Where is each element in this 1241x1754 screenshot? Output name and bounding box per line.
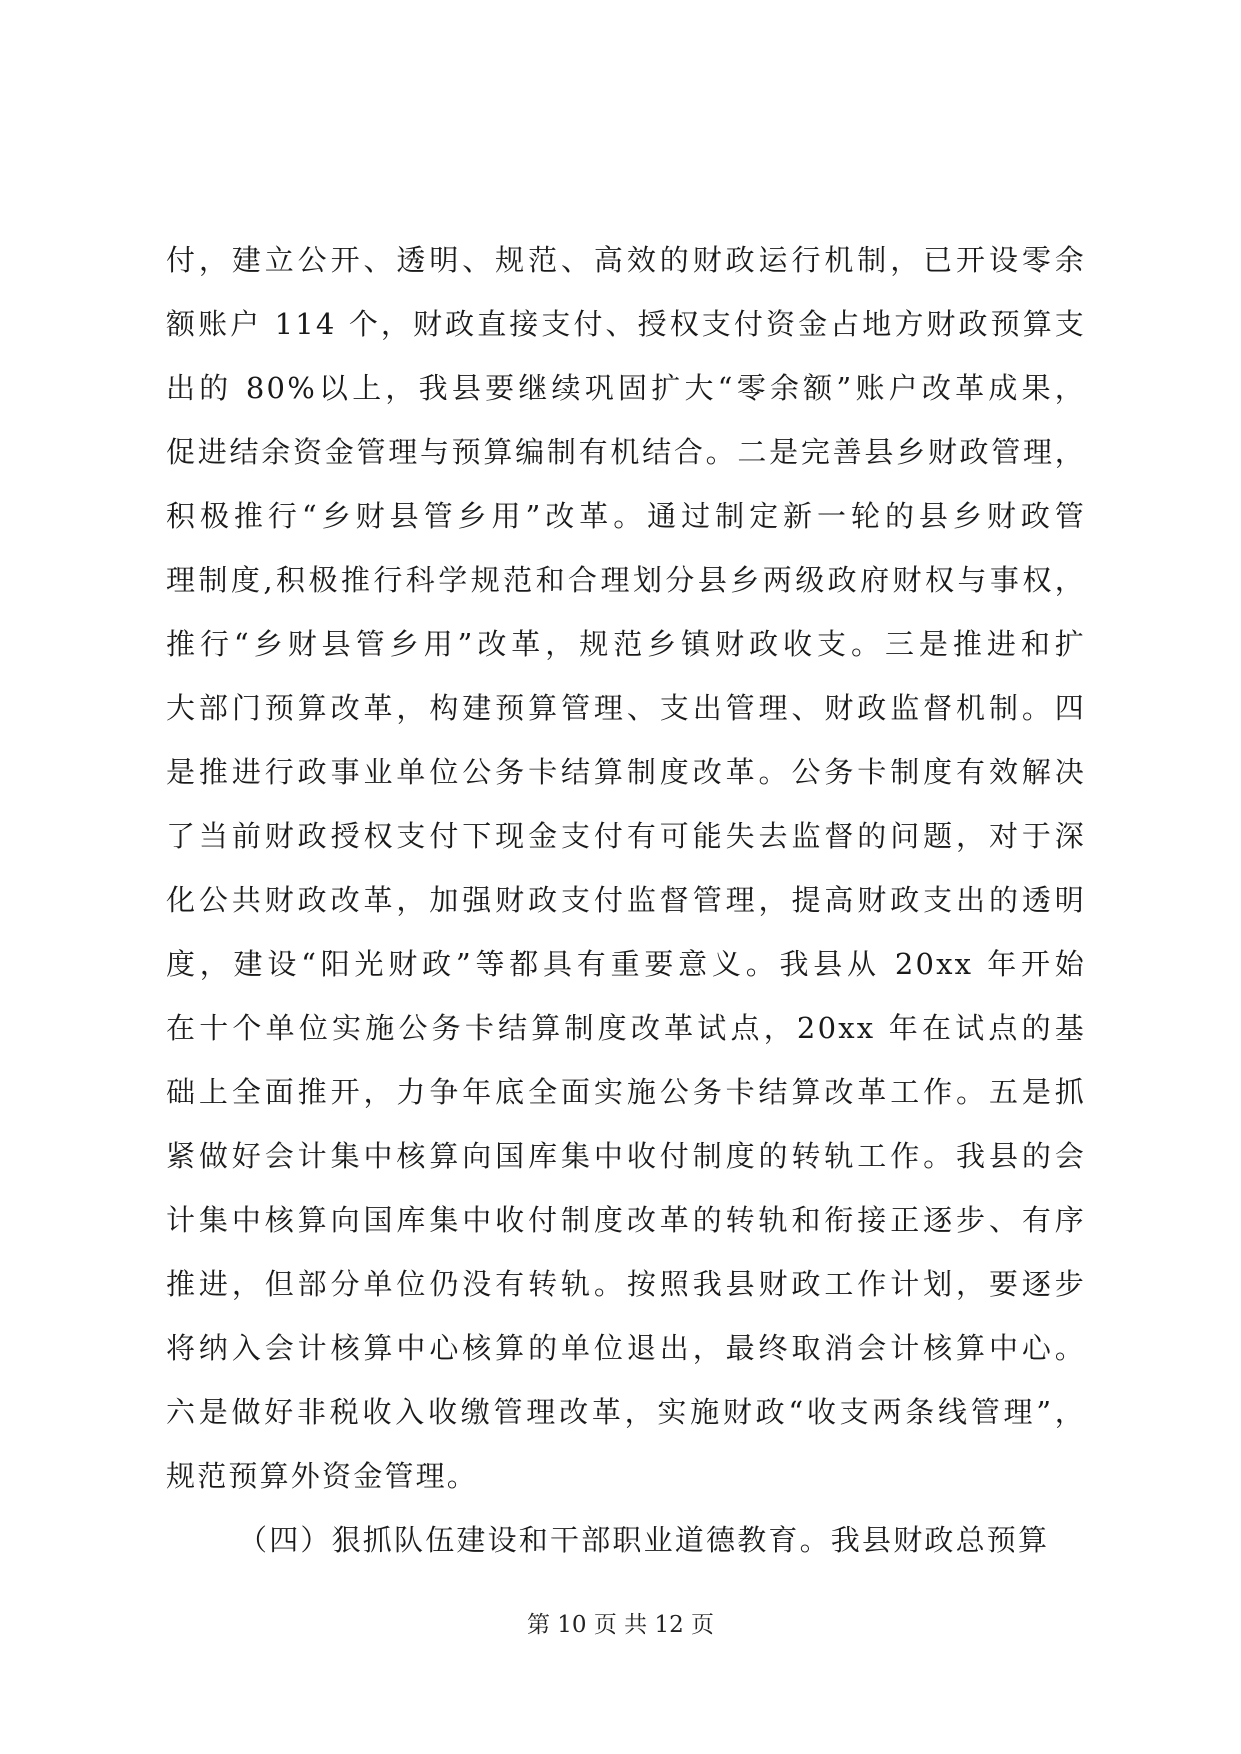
text-line: 在十个单位实施公务卡结算制度改革试点，20xx 年在试点的基 (166, 1011, 1086, 1045)
page-number-footer: 第 10 页 共 12 页 (526, 1612, 715, 1638)
text-line: 计集中核算向国库集中收付制度改革的转轨和衔接正逐步、有序 (166, 1203, 1086, 1237)
body-text (166, 228, 1086, 1572)
text-line: 化公共财政改革，加强财政支付监督管理，提高财政支出的透明 (166, 883, 1086, 917)
text-line: 理制度,积极推行科学规范和合理划分县乡两级政府财权与事权， (166, 563, 1086, 597)
text-line: 促进结余资金管理与预算编制有机结合。二是完善县乡财政管理， (166, 435, 1086, 469)
text-line: 了当前财政授权支付下现金支付有可能失去监督的问题，对于深 (166, 819, 1086, 853)
text-line: 是推进行政事业单位公务卡结算制度改革。公务卡制度有效解决 (166, 755, 1086, 789)
text-line: 出的 80%以上，我县要继续巩固扩大“零余额”账户改革成果， (166, 371, 1086, 405)
text-line-paragraph-end: 规范预算外资金管理。 (166, 1459, 479, 1493)
text-line: 础上全面推开，力争年底全面实施公务卡结算改革工作。五是抓 (166, 1075, 1086, 1109)
text-line: 推进，但部分单位仍没有转轨。按照我县财政工作计划，要逐步 (166, 1267, 1086, 1301)
section-heading-line: （四）狠抓队伍建设和干部职业道德教育。我县财政总预算 (238, 1523, 1050, 1557)
text-line: 大部门预算改革，构建预算管理、支出管理、财政监督机制。四 (166, 691, 1086, 725)
text-line: 六是做好非税收入收缴管理改革，实施财政“收支两条线管理”， (166, 1395, 1086, 1429)
text-line: 紧做好会计集中核算向国库集中收付制度的转轨工作。我县的会 (166, 1139, 1086, 1173)
text-line: 将纳入会计核算中心核算的单位退出，最终取消会计核算中心。 (166, 1331, 1086, 1365)
text-line: 额账户 114 个，财政直接支付、授权支付资金占地方财政预算支 (166, 307, 1086, 341)
text-line: 付，建立公开、透明、规范、高效的财政运行机制，已开设零余 (166, 243, 1086, 277)
text-line: 度，建设“阳光财政”等都具有重要意义。我县从 20xx 年开始 (166, 947, 1086, 981)
text-line: 推行“乡财县管乡用”改革，规范乡镇财政收支。三是推进和扩 (166, 627, 1086, 661)
text-line: 积极推行“乡财县管乡用”改革。通过制定新一轮的县乡财政管 (166, 499, 1086, 533)
